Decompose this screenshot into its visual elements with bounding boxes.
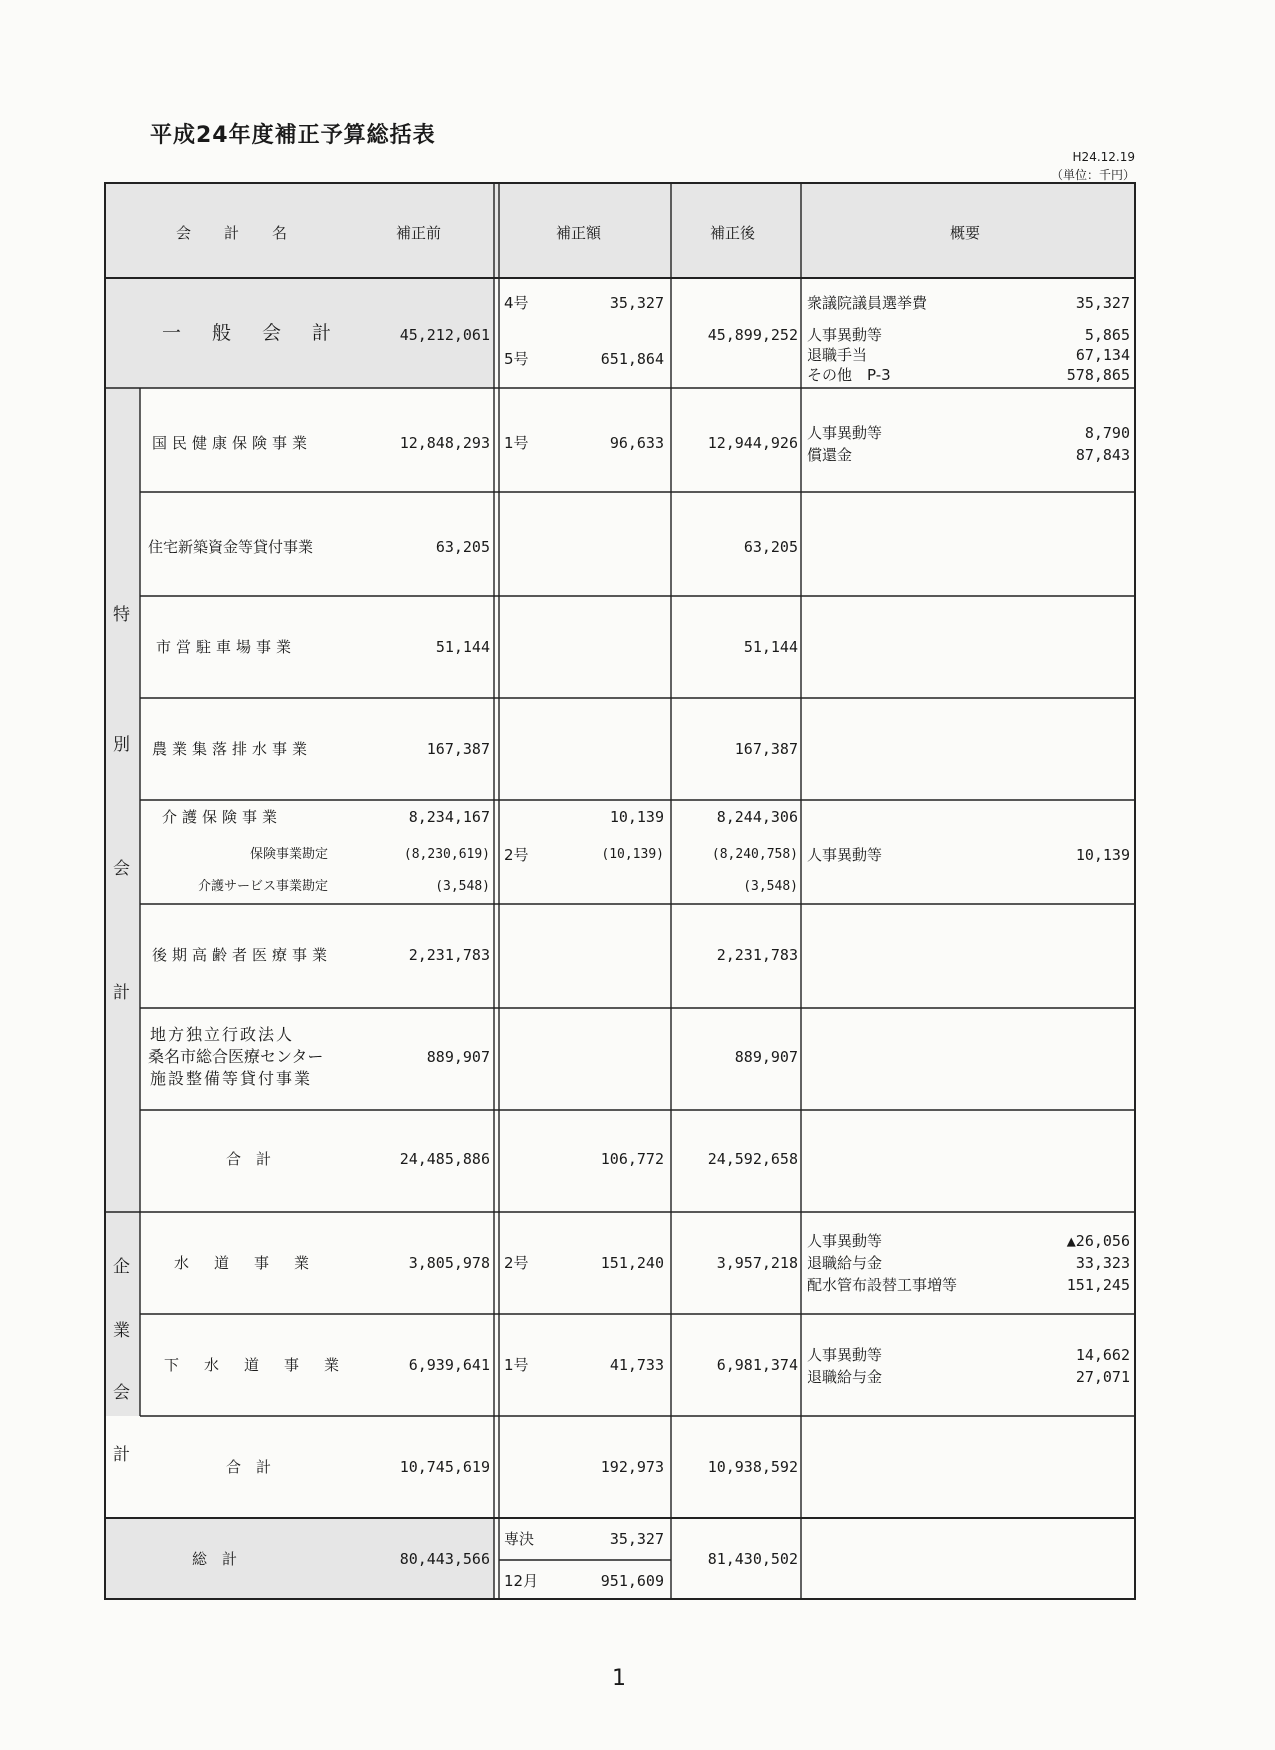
jutaku-before: 63,205	[435, 538, 490, 556]
enterprise-total-amount: 192,973	[600, 1458, 664, 1476]
special-label-char: 特	[113, 605, 130, 625]
general-note-2-value: 5,865	[1084, 326, 1130, 344]
special-total-after: 24,592,658	[707, 1150, 798, 1168]
general-note-4: その他 P-3	[807, 366, 891, 384]
special-total-before: 24,485,886	[399, 1150, 490, 1168]
general-no1: 4号	[504, 294, 529, 312]
kaigo-before: 8,234,167	[408, 808, 490, 826]
gesui-no: 1号	[504, 1356, 529, 1374]
suido-amount: 151,240	[600, 1254, 664, 1272]
kaigo-note-1: 人事異動等	[807, 846, 883, 864]
general-note-4-value: 578,865	[1066, 366, 1130, 384]
nogyo-before: 167,387	[426, 740, 490, 758]
kaigo-after: 8,244,306	[716, 808, 798, 826]
koki-label: 後期高齢者医療事業	[152, 946, 333, 964]
grand-total-before: 80,443,566	[399, 1550, 490, 1568]
enterprise-label-char: 会	[113, 1383, 130, 1403]
chusha-label: 市営駐車場事業	[156, 638, 297, 656]
general-note-1-value: 35,327	[1075, 294, 1130, 312]
general-no2: 5号	[504, 350, 529, 368]
kaigo-sub1-amount: (10,139)	[601, 847, 664, 862]
suido-label: 水 道 事 業	[174, 1254, 315, 1272]
enterprise-total-label: 合 計	[226, 1458, 272, 1476]
chusha-before: 51,144	[435, 638, 490, 656]
kaigo-sub2-label: 介護サービス事業勘定	[197, 879, 328, 894]
kaigo-note-1-value: 10,139	[1075, 846, 1130, 864]
kaigo-no: 2号	[504, 846, 529, 864]
jutaku-after: 63,205	[743, 538, 798, 556]
kaigo-sub1-label: 保険事業勘定	[249, 847, 328, 862]
jutaku-label: 住宅新築資金等貸付事業	[148, 538, 314, 556]
grand-amount2: 951,609	[600, 1572, 664, 1590]
gesui-note-1: 人事異動等	[807, 1346, 883, 1364]
kokumin-note-2: 償還金	[807, 446, 853, 464]
kokumin-note-1-value: 8,790	[1084, 424, 1130, 442]
special-label-char: 別	[113, 735, 130, 755]
general-amount1: 35,327	[609, 294, 664, 312]
gesui-label: 下 水 道 事 業	[164, 1356, 345, 1374]
kokumin-before: 12,848,293	[399, 434, 490, 452]
page-title: 平成24年度補正予算総括表	[150, 123, 436, 148]
kokumin-amount: 96,633	[609, 434, 664, 452]
chiho-label-1: 地方独立行政法人	[150, 1025, 295, 1044]
header-summary: 概要	[950, 224, 981, 242]
kokumin-no: 1号	[504, 434, 529, 452]
special-label-char: 計	[113, 983, 130, 1003]
suido-before: 3,805,978	[408, 1254, 490, 1272]
koki-after: 2,231,783	[716, 946, 798, 964]
suido-note-1-value: ▲26,056	[1066, 1232, 1130, 1250]
enterprise-label-char: 企	[113, 1257, 130, 1277]
kokumin-note-1: 人事異動等	[807, 424, 883, 442]
chiho-after: 889,907	[734, 1048, 798, 1066]
header-after: 補正後	[710, 224, 756, 242]
suido-note-3: 配水管布設替工事増等	[807, 1276, 958, 1294]
grand-total-label: 総 計	[192, 1550, 238, 1568]
enterprise-total-before: 10,745,619	[399, 1458, 490, 1476]
koki-before: 2,231,783	[408, 946, 490, 964]
gesui-after: 6,981,374	[716, 1356, 798, 1374]
suido-note-2-value: 33,323	[1075, 1254, 1130, 1272]
general-amount2: 651,864	[600, 350, 664, 368]
special-total-label: 合 計	[226, 1150, 272, 1168]
kaigo-sub1-after: (8,240,758)	[711, 847, 798, 862]
enterprise-label-char: 計	[113, 1445, 130, 1465]
kaigo-sub2-before: (3,548)	[435, 879, 490, 894]
chiho-label-2: 桑名市総合医療センター	[148, 1047, 324, 1066]
suido-note-1: 人事異動等	[807, 1232, 883, 1250]
gesui-amount: 41,733	[609, 1356, 664, 1374]
suido-after: 3,957,218	[716, 1254, 798, 1272]
general-account-label: 一 般 会 計	[162, 322, 338, 344]
grand-no2: 12月	[504, 1572, 539, 1590]
special-label-char: 会	[113, 859, 130, 879]
gesui-note-2-value: 27,071	[1075, 1368, 1130, 1386]
nogyo-after: 167,387	[734, 740, 798, 758]
gesui-note-1-value: 14,662	[1075, 1346, 1130, 1364]
general-note-1: 衆議院議員選挙費	[807, 294, 928, 312]
gesui-before: 6,939,641	[408, 1356, 490, 1374]
suido-note-3-value: 151,245	[1066, 1276, 1130, 1294]
grand-total-after: 81,430,502	[707, 1550, 798, 1568]
suido-no: 2号	[504, 1254, 529, 1272]
date-label: H24.12.19	[1072, 150, 1135, 164]
general-note-3: 退職手当	[807, 346, 868, 364]
budget-summary-table	[104, 182, 1136, 1600]
grand-amount1: 35,327	[609, 1530, 664, 1548]
header-amount: 補正額	[556, 224, 602, 242]
header-before: 補正前	[396, 224, 442, 242]
kokumin-note-2-value: 87,843	[1075, 446, 1130, 464]
chiho-label-3: 施設整備等貸付事業	[150, 1069, 313, 1088]
gesui-note-2: 退職給与金	[807, 1368, 883, 1386]
grand-no1: 専決	[504, 1530, 535, 1548]
kokumin-after: 12,944,926	[707, 434, 798, 452]
general-note-2: 人事異動等	[807, 326, 883, 344]
chiho-before: 889,907	[426, 1048, 490, 1066]
header-account-name: 会 計 名	[176, 224, 297, 242]
suido-note-2: 退職給与金	[807, 1254, 883, 1272]
general-after: 45,899,252	[707, 326, 798, 344]
kaigo-sub2-after: (3,548)	[743, 879, 798, 894]
unit-label: （単位：千円）	[1050, 168, 1135, 182]
kokumin-label: 国民健康保険事業	[152, 434, 313, 452]
general-before: 45,212,061	[399, 326, 490, 344]
special-total-amount: 106,772	[600, 1150, 664, 1168]
enterprise-total-after: 10,938,592	[707, 1458, 798, 1476]
nogyo-label: 農業集落排水事業	[152, 740, 313, 758]
kaigo-amount: 10,139	[609, 808, 664, 826]
kaigo-label: 介護保険事業	[162, 808, 283, 826]
enterprise-label-char: 業	[113, 1321, 130, 1341]
page-number: 1	[612, 1666, 626, 1691]
kaigo-sub1-before: (8,230,619)	[403, 847, 490, 862]
general-note-3-value: 67,134	[1075, 346, 1130, 364]
chusha-after: 51,144	[743, 638, 798, 656]
